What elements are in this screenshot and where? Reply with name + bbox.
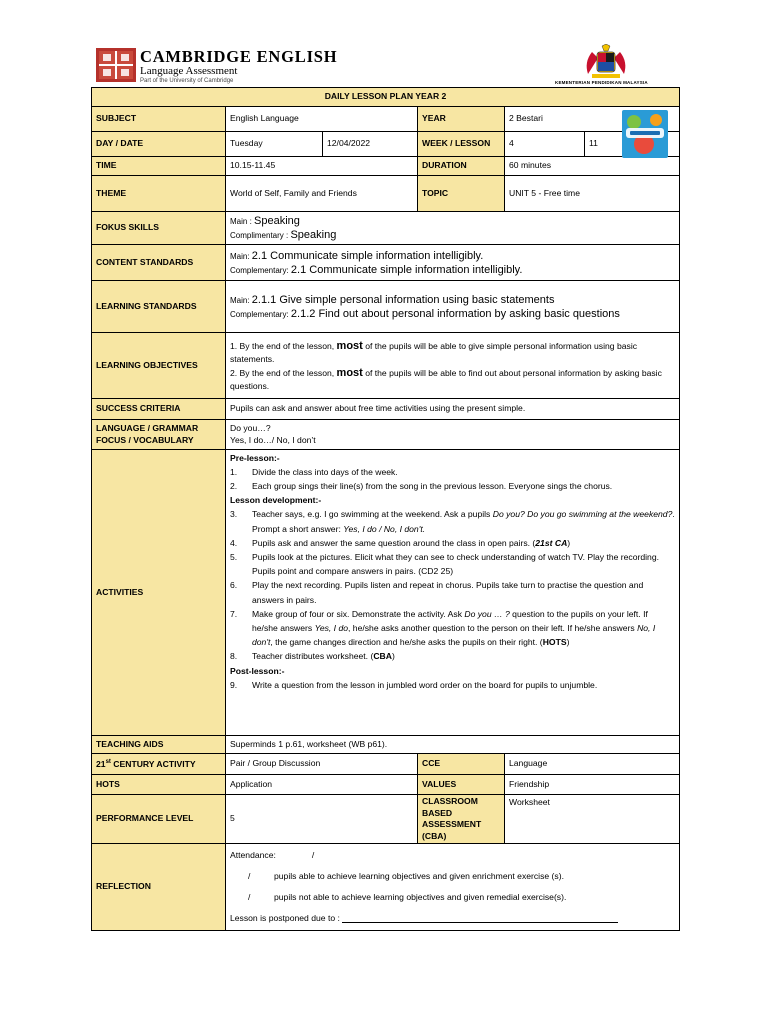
values-value: Friendship <box>505 775 680 795</box>
ls-comp-label: Complementary: <box>230 309 291 319</box>
language-focus-value <box>226 420 680 450</box>
day-value: Tuesday <box>226 132 323 157</box>
attendance-slash: / <box>311 849 315 860</box>
reflection-value <box>226 844 680 931</box>
skills-comp: Speaking <box>290 229 337 241</box>
obj1-pre: 1. By the end of the lesson, <box>230 340 337 351</box>
attendance-line <box>230 845 675 866</box>
language-label-line2: FOCUS / VOCABULARY <box>96 434 194 445</box>
date-value: 12/04/2022 <box>323 132 418 157</box>
language-line2: Yes, I do…/ No, I don’t <box>230 434 316 445</box>
list-item: 5. Pupils look at the pictures. Elicit what they can see to check understanding of watch TV. Play the recording. Pupils point and compare answers in pairs. (CD2 25) <box>230 552 659 577</box>
refl1-slash: / <box>248 870 251 881</box>
teaching-aids-label: TEACHING AIDS <box>92 736 226 754</box>
content-main: 2.1 Communicate simple information intelligibly. <box>251 249 484 262</box>
day-date-label: DAY / DATE <box>92 132 226 157</box>
malaysia-crest-icon <box>582 44 630 80</box>
skills-value <box>226 212 680 245</box>
cambridge-part-text: Part of the University of Cambridge <box>140 78 234 84</box>
list-item: 2. Each group sings their line(s) from the song in the previous lesson. Everyone sings the chorus. <box>230 481 613 492</box>
activities-list <box>230 465 675 493</box>
obj2-pre: 2. By the end of the lesson, <box>230 367 337 378</box>
theme-label: THEME <box>92 176 226 212</box>
learning-objectives-label: LEARNING OBJECTIVES <box>92 333 226 399</box>
list-item: 7. Make group of four or six. Demonstrate the activity. Ask Do you … ? question to the pupils on your left. If he/she answers Yes, I do, he/she asks another question to the person on their left. If he/she answers No, I don't, the game changes direction and he/she asks the pupils on their right. (HOTS) <box>230 608 656 648</box>
performance-level-value: 5 <box>226 795 418 844</box>
century-activity-label: 21st CENTURY ACTIVITY <box>92 754 226 775</box>
obj1-post: of the pupils will be able to give simple personal information using basic statements. <box>230 340 638 364</box>
cambridge-subtitle: Language Assessment <box>140 65 238 77</box>
cambridge-shield-icon <box>96 48 136 82</box>
performance-level-label: PERFORMANCE LEVEL <box>92 795 226 844</box>
content-comp: 2.1 Communicate simple information intelligibly. <box>290 263 523 276</box>
language-line1: Do you…? <box>230 423 271 433</box>
learning-standards-label: LEARNING STANDARDS <box>92 281 226 333</box>
ls-main: 2.1.1 Give simple personal information using basic statements <box>251 293 555 306</box>
pre-lesson-heading: Pre-lesson:- <box>230 453 280 463</box>
obj2-post: of the pupils will be able to find out about personal information by asking basic questions. <box>230 367 662 391</box>
attendance-label: Attendance: <box>230 849 276 860</box>
topic-value: UNIT 5 - Free time <box>505 176 680 212</box>
activities-value <box>226 450 680 736</box>
skills-comp-label: Complimentary : <box>230 231 291 240</box>
subject-label: SUBJECT <box>92 107 226 132</box>
subject-value: English Language <box>226 107 418 132</box>
list-item: 3. Teacher says, e.g. I go swimming at the weekend. Ask a pupils Do you? Do you go swimming at the weekend?. Prompt a short answer: Yes, I do / No, I don't. <box>230 509 675 534</box>
hots-value: Application <box>226 775 418 795</box>
duration-value: 60 minutes <box>505 157 680 176</box>
cambridge-title: CAMBRIDGE ENGLISH <box>140 47 338 66</box>
language-focus-label <box>92 420 226 450</box>
lesson-value: 11 <box>585 132 680 157</box>
skills-main-label: Main : <box>230 217 255 226</box>
topic-label: TOPIC <box>418 176 505 212</box>
lesson-plan-table <box>91 87 680 931</box>
superminds-book-cover-icon <box>622 110 668 158</box>
skills-label: FOKUS SKILLS <box>92 212 226 245</box>
activities-label: ACTIVITIES <box>92 450 226 736</box>
content-standards-label: CONTENT STANDARDS <box>92 245 226 281</box>
century-activity-value: Pair / Group Discussion <box>226 754 418 775</box>
content-comp-label: Complementary: <box>230 265 291 275</box>
reflection-line-2 <box>230 887 675 908</box>
obj2-most: most <box>336 366 363 379</box>
values-label: VALUES <box>418 775 505 795</box>
cba-label: CLASSROOM BASED ASSESSMENT (CBA) <box>418 795 505 844</box>
postponed-line <box>230 908 675 929</box>
activities-list <box>230 678 675 692</box>
list-item: 4. Pupils ask and answer the same question around the class in open pairs. (21st CA) <box>230 537 571 548</box>
document-header <box>0 0 768 86</box>
cambridge-logo-text <box>140 48 337 85</box>
learning-objectives-value <box>226 333 680 399</box>
postponed-blank <box>342 914 618 923</box>
time-value: 10.15-11.45 <box>226 157 418 176</box>
teaching-aids-value: Superminds 1 p.61, worksheet (WB p61). <box>226 736 680 754</box>
year-value: 2 Bestari <box>505 107 680 132</box>
theme-value: World of Self, Family and Friends <box>226 176 418 212</box>
post-lesson-heading: Post-lesson:- <box>230 665 285 676</box>
list-item: 1. Divide the class into days of the week. <box>230 467 398 477</box>
refl2-text: pupils not able to achieve learning objectives and given remedial exercise(s). <box>274 891 567 902</box>
content-main-label: Main: <box>230 251 252 261</box>
week-lesson-label: WEEK / LESSON <box>418 132 505 157</box>
activities-list <box>230 507 675 663</box>
cce-value: Language <box>505 754 680 775</box>
language-label-line1: LANGUAGE / GRAMMAR <box>96 423 199 433</box>
plan-title: DAILY LESSON PLAN YEAR 2 <box>92 88 680 107</box>
hots-label: HOTS <box>92 775 226 795</box>
list-item: 6. Play the next recording. Pupils listen and repeat in chorus. Pupils take turn to practise the question and answers in pairs. <box>230 580 644 605</box>
week-value: 4 <box>505 132 585 157</box>
success-criteria-label: SUCCESS CRITERIA <box>92 399 226 420</box>
refl1-text: pupils able to achieve learning objectives and given enrichment exercise (s). <box>274 870 564 881</box>
reflection-line-1 <box>230 866 675 887</box>
postponed-label: Lesson is postponed due to : <box>230 912 340 923</box>
lesson-development-heading: Lesson development:- <box>230 495 322 506</box>
ls-main-label: Main: <box>230 295 252 305</box>
cba-value: Worksheet <box>505 795 680 844</box>
refl2-slash: / <box>248 891 251 902</box>
duration-label: DURATION <box>418 157 505 176</box>
list-item: 9. Write a question from the lesson in jumbled word order on the board for pupils to unjumble. <box>230 679 598 690</box>
list-item: 8. Teacher distributes worksheet. (CBA) <box>230 651 395 662</box>
cce-label: CCE <box>418 754 505 775</box>
skills-main: Speaking <box>254 215 300 227</box>
ls-comp: 2.1.2 Find out about personal information by asking basic questions <box>290 307 620 320</box>
learning-standards-value <box>226 281 680 333</box>
kpm-caption: KEMENTERIAN PENDIDIKAN MALAYSIA <box>555 80 648 85</box>
reflection-label: REFLECTION <box>92 844 226 931</box>
obj1-most: most <box>336 339 363 352</box>
success-criteria-value: Pupils can ask and answer about free time activities using the present simple. <box>226 399 680 420</box>
year-label: YEAR <box>418 107 505 132</box>
content-standards-value <box>226 245 680 281</box>
time-label: TIME <box>92 157 226 176</box>
